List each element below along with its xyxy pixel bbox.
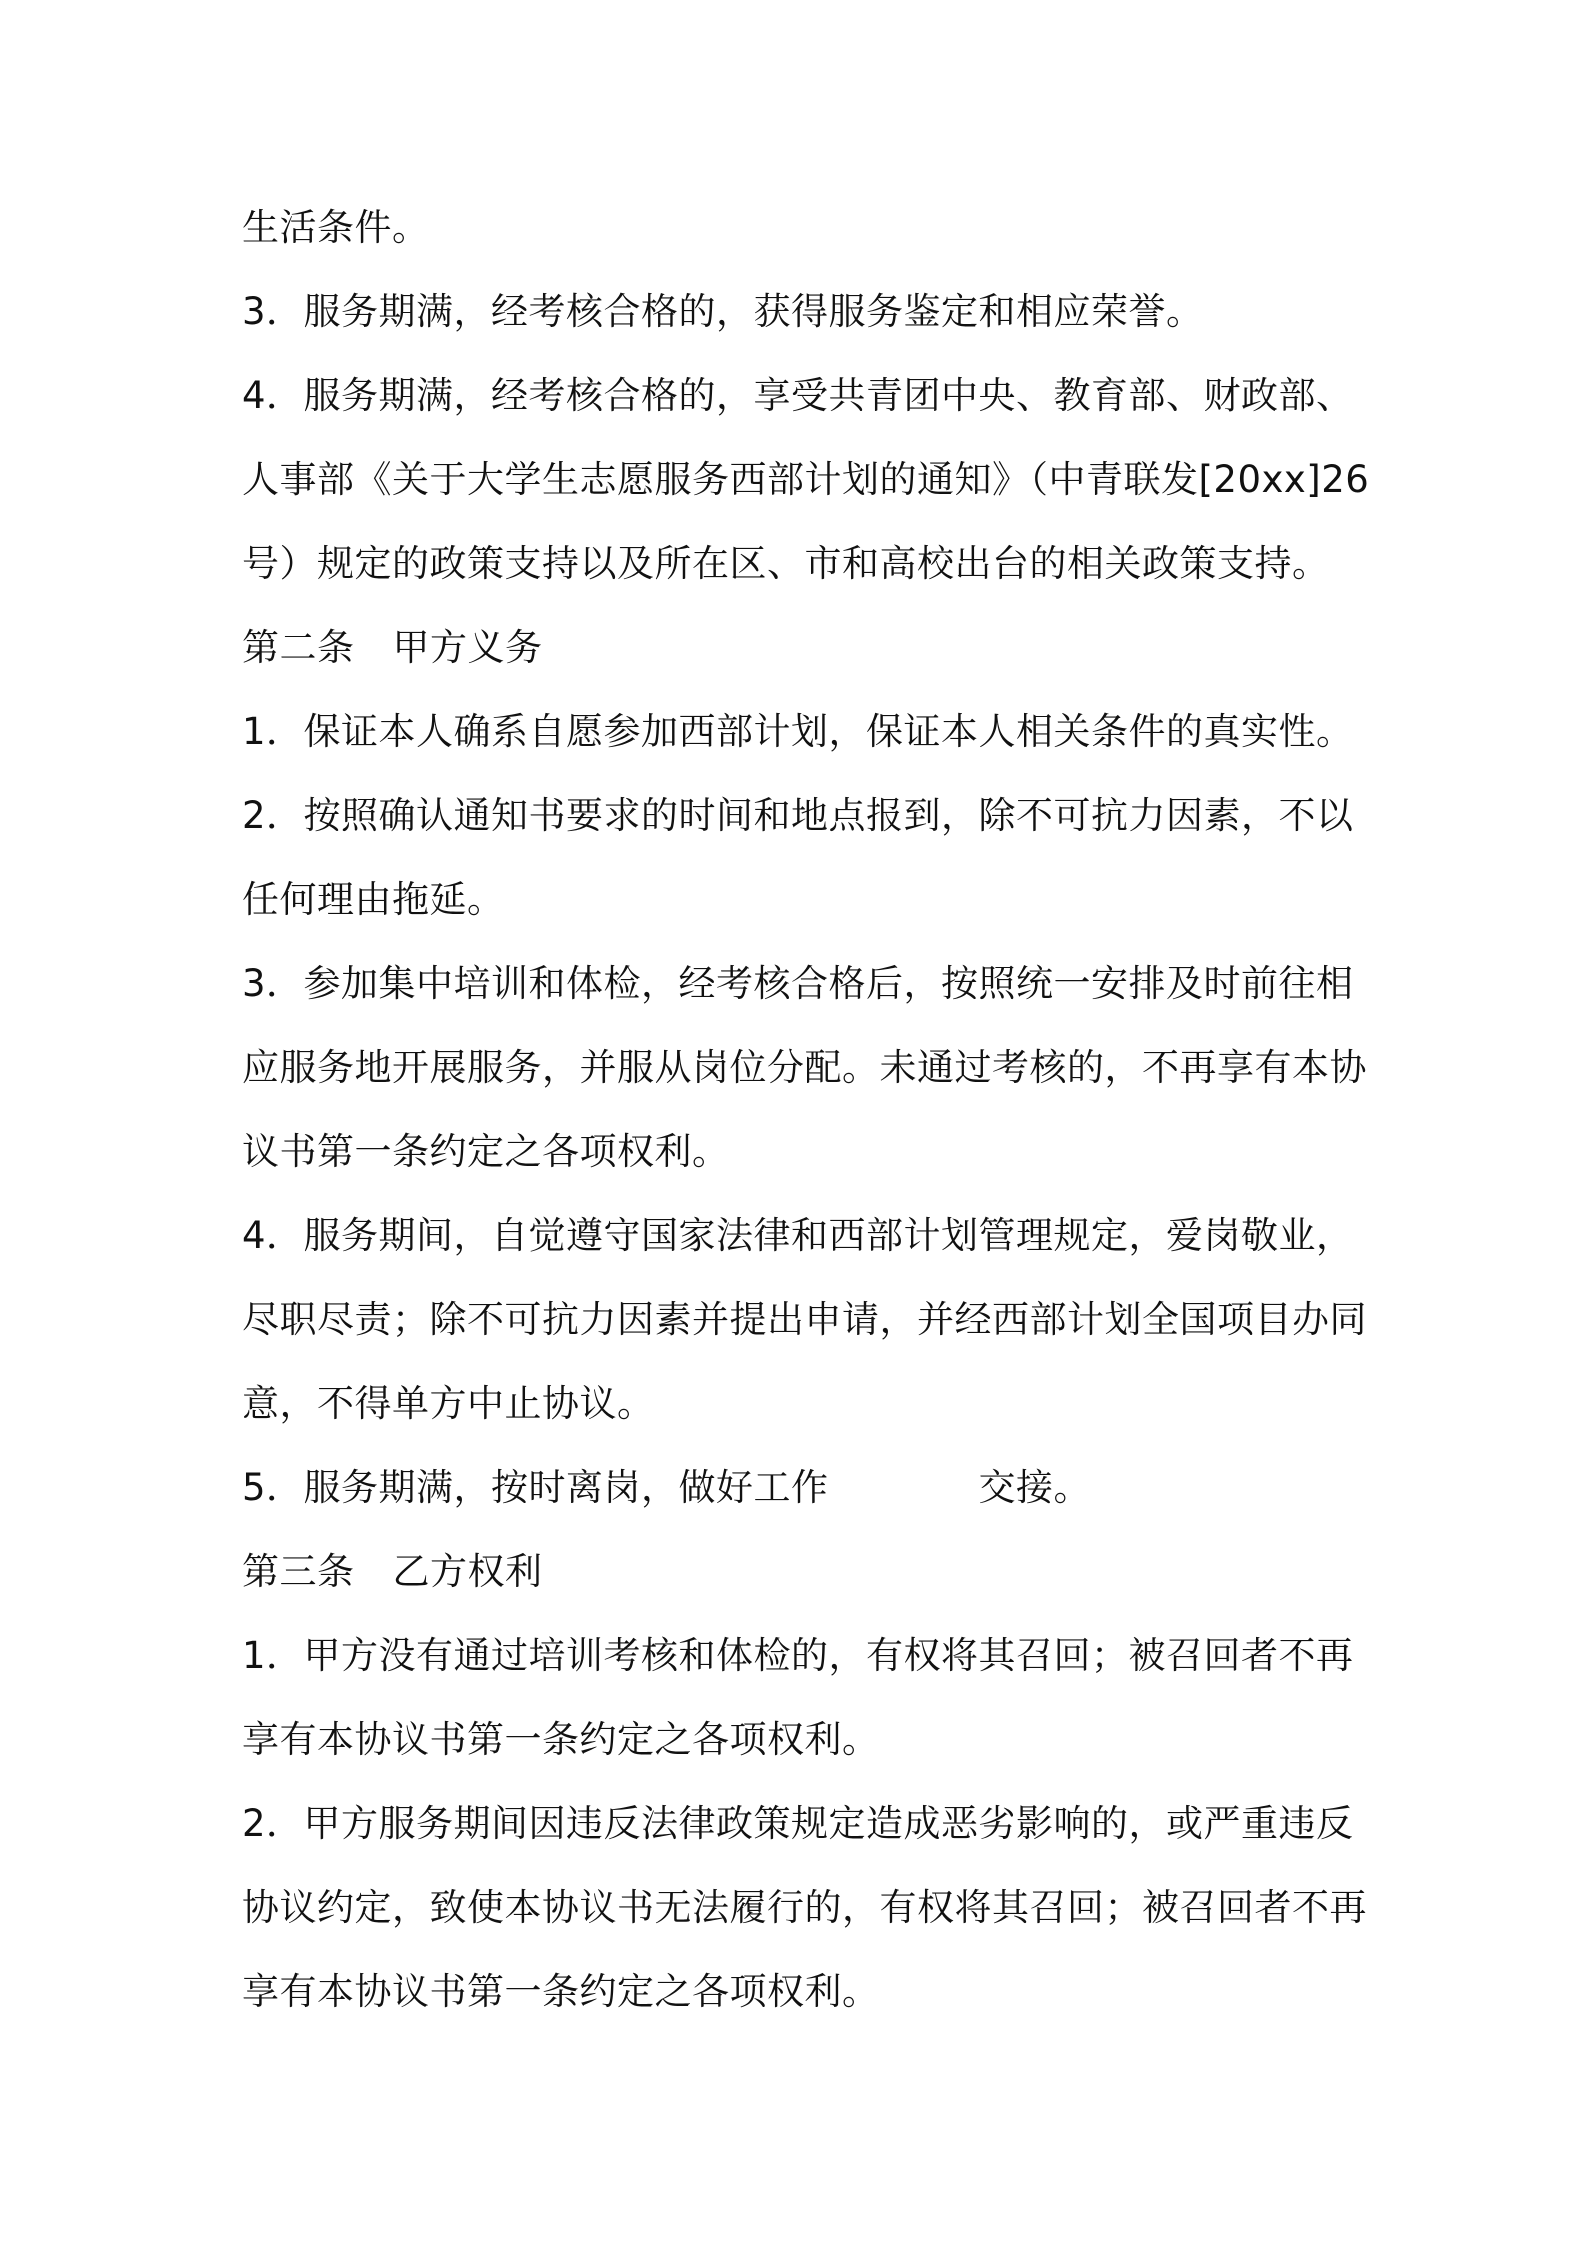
- text-line: 1．保证本人确系自愿参加西部计划，保证本人相关条件的真实性。: [242, 710, 1354, 753]
- text-line: [242, 1464, 1362, 1512]
- text-line: 3．参加集中培训和体检，经考核合格后，按照统一安排及时前往相: [242, 962, 1354, 1005]
- text-line: 应服务地开展服务，并服从岗位分配。未通过考核的，不再享有本协: [242, 1046, 1367, 1089]
- text-fragment: 5．服务期满，按时离岗，做好工作: [242, 1466, 829, 1509]
- text-line: 号）规定的政策支持以及所在区、市和高校出台的相关政策支持。: [242, 542, 1330, 585]
- article-title: 甲方义务: [392, 626, 543, 669]
- text-line: 享有本协议书第一条约定之各项权利。: [242, 1718, 880, 1761]
- text-line: 4．服务期满，经考核合格的，享受共青团中央、教育部、财政部、: [242, 374, 1354, 417]
- article-title: 乙方权利: [392, 1550, 543, 1593]
- text-line: 享有本协议书第一条约定之各项权利。: [242, 1970, 880, 2013]
- text-line: 尽职尽责；除不可抗力因素并提出申请，并经西部计划全国项目办同: [242, 1298, 1367, 1341]
- text-line: 2．甲方服务期间因违反法律政策规定造成恶劣影响的，或严重违反: [242, 1802, 1354, 1845]
- text-line: 2．按照确认通知书要求的时间和地点报到，除不可抗力因素，不以: [242, 794, 1354, 837]
- article-number: 第三条: [242, 1550, 355, 1593]
- text-line: 意，不得单方中止协议。: [242, 1382, 655, 1425]
- article-number: 第二条: [242, 626, 355, 669]
- section-heading-article-3: [242, 1548, 1362, 1596]
- text-line: 协议约定，致使本协议书无法履行的，有权将其召回；被召回者不再: [242, 1886, 1367, 1929]
- text-line: 任何理由拖延。: [242, 878, 505, 921]
- text-line: 1．甲方没有通过培训考核和体检的，有权将其召回；被召回者不再: [242, 1634, 1354, 1677]
- text-line: 3．服务期满，经考核合格的，获得服务鉴定和相应荣誉。: [242, 290, 1204, 333]
- text-fragment: 交接。: [978, 1466, 1092, 1509]
- text-line: 人事部《关于大学生志愿服务西部计划的通知》（中青联发[20xx]26: [242, 458, 1370, 501]
- section-heading-article-2: [242, 624, 1362, 672]
- text-line: 4．服务期间，自觉遵守国家法律和西部计划管理规定，爱岗敬业，: [242, 1214, 1354, 1257]
- text-line: 生活条件。: [242, 206, 430, 249]
- text-line: 议书第一条约定之各项权利。: [242, 1130, 730, 1173]
